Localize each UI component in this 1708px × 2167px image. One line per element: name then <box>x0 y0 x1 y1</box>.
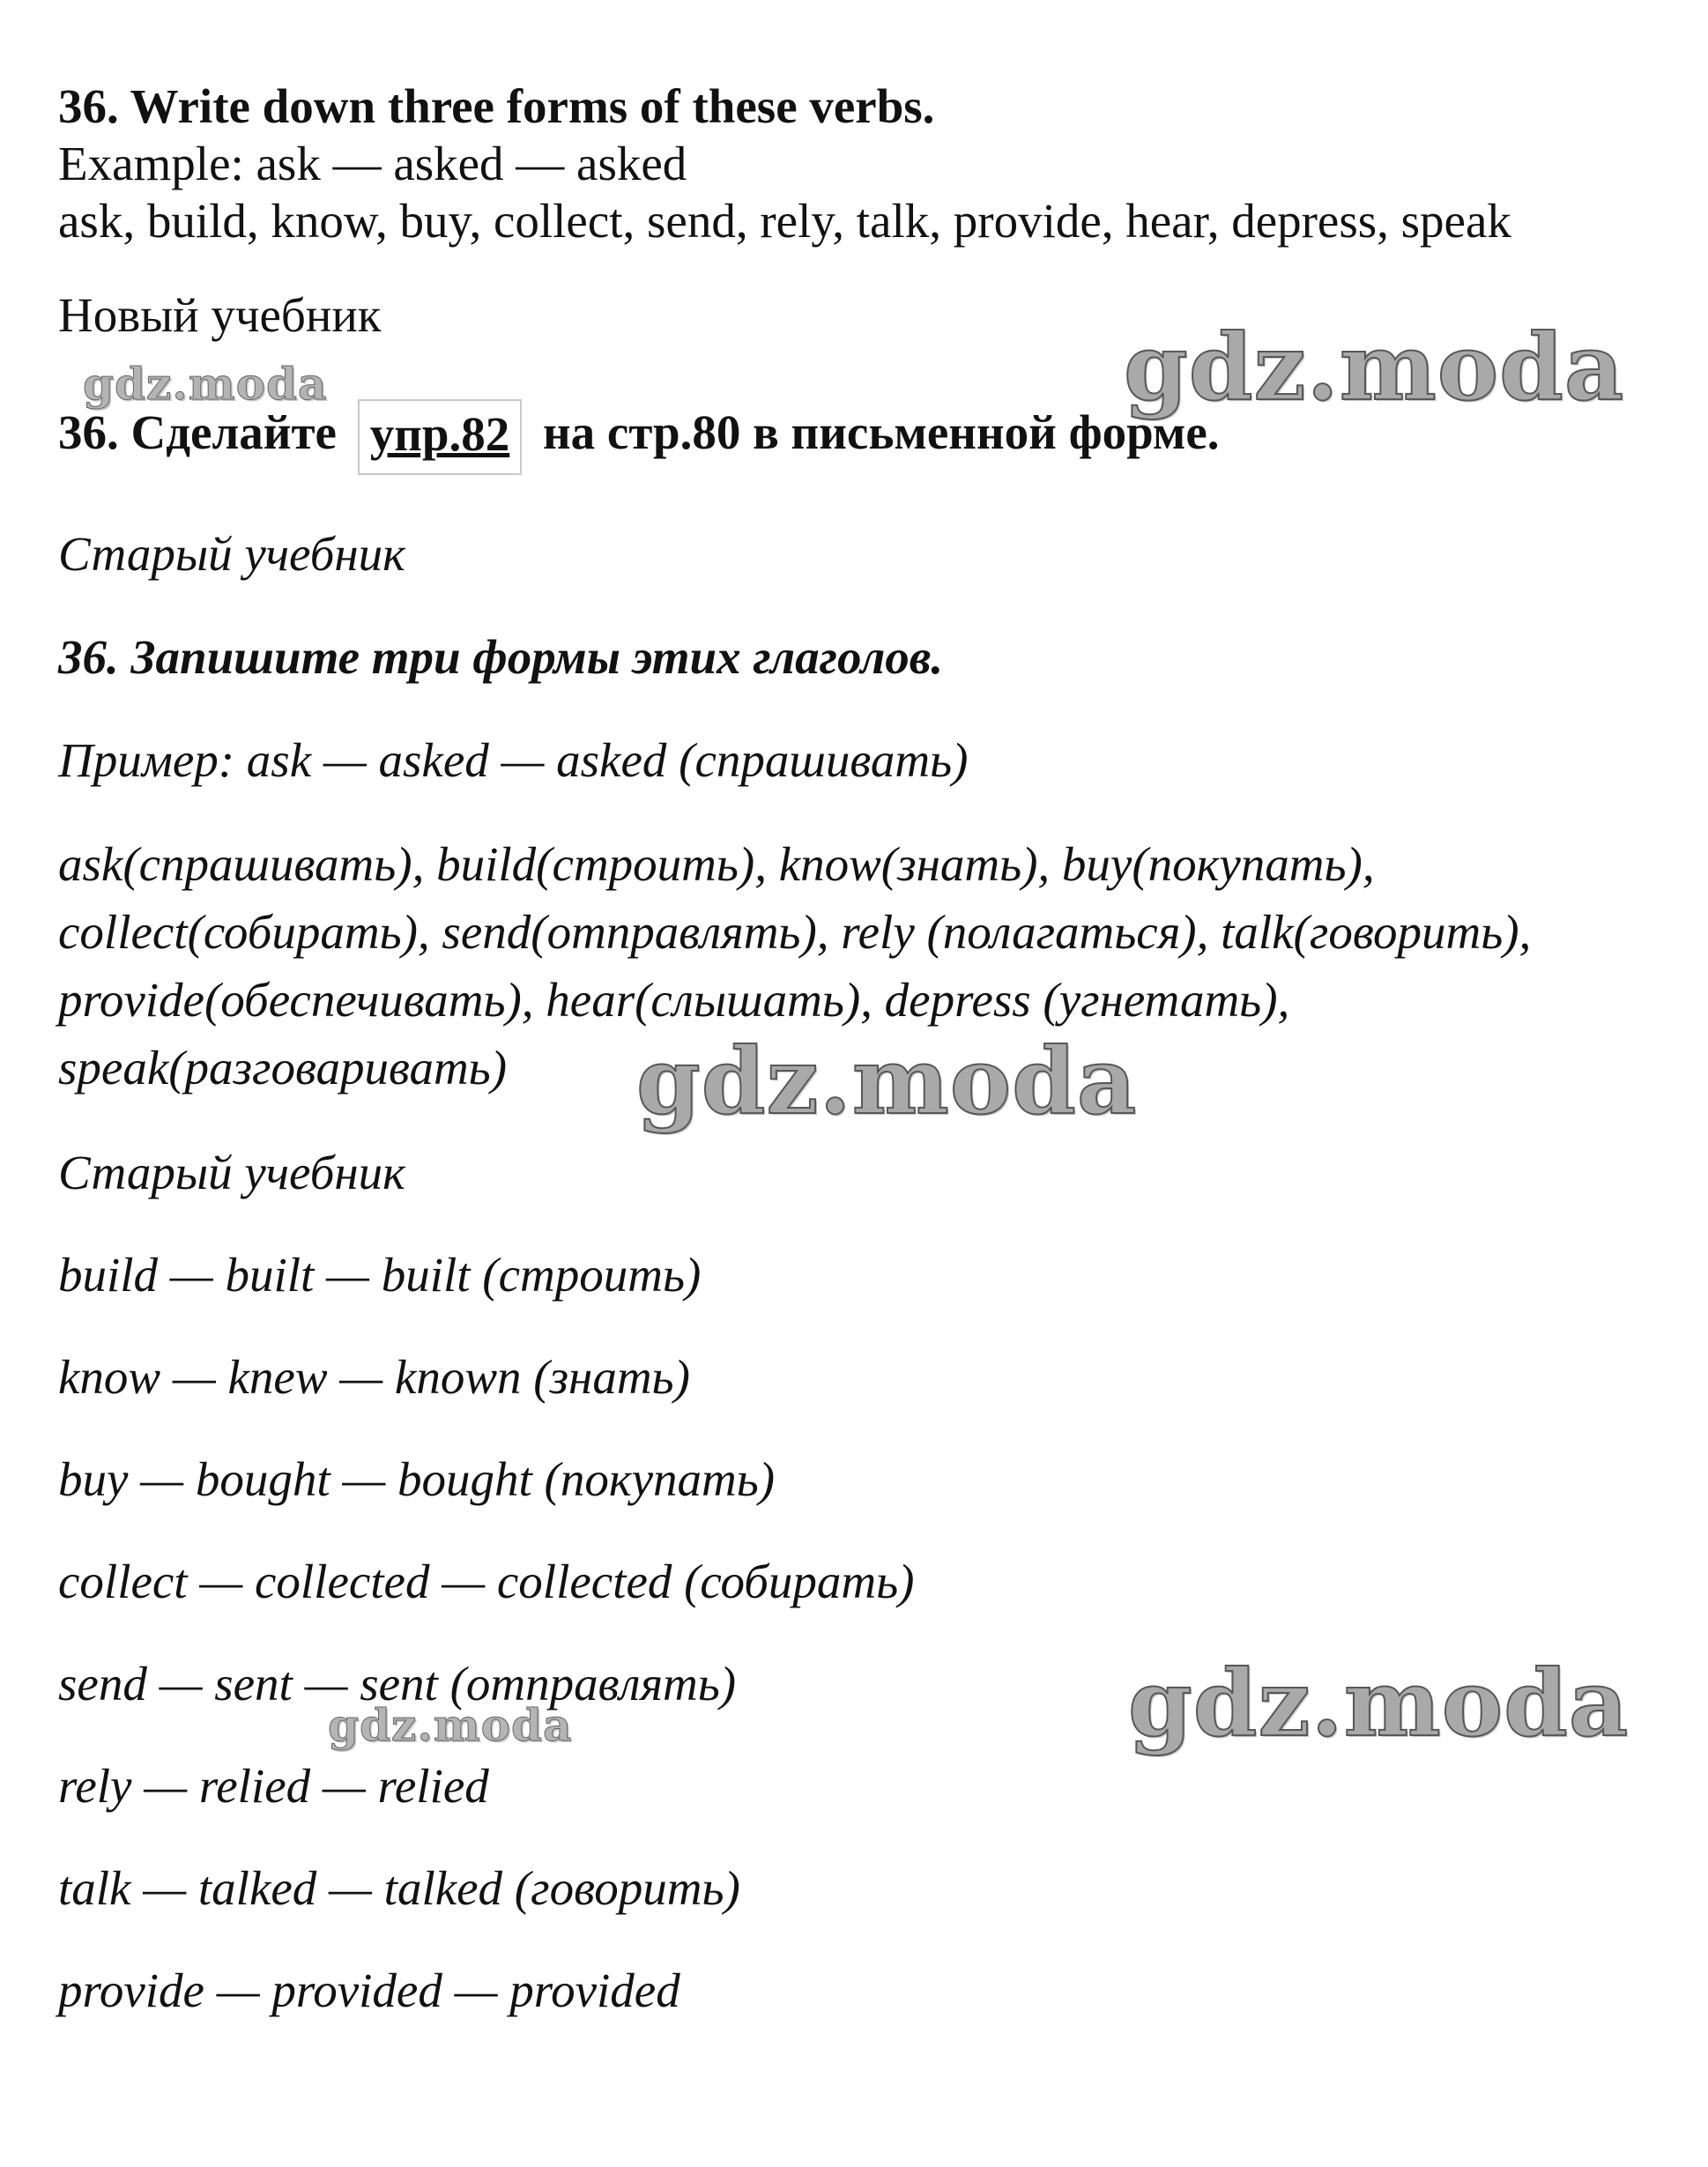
watermark: gdz.moda <box>1124 313 1625 421</box>
answer-line: build — built — built (строить) <box>58 1248 702 1302</box>
task-suffix: на стр.80 в письменной форме. <box>542 405 1220 459</box>
answer-line: collect — collected — collected (собирать) <box>58 1555 915 1608</box>
answer-line: talk — talked — talked (говорить) <box>58 1861 740 1915</box>
watermark: gdz.moda <box>1128 1649 1630 1757</box>
translation-example: Пример: ask — asked — asked (спрашивать) <box>58 733 969 787</box>
exercise-ref-link-box[interactable] <box>358 399 523 475</box>
exercise-verbs: ask, build, know, buy, collect, send, rely, talk, provide, hear, depress, speak <box>58 194 1511 248</box>
exercise-ref-link[interactable]: упр.82 <box>369 407 510 462</box>
answer-line: send — sent — sent (отправлять) <box>58 1657 737 1711</box>
translation-verbs-line: ask(спрашивать), build(строить), know(знать), buy(покупать), <box>58 837 1375 891</box>
translation-verbs-line: collect(собирать), send(отправлять), rely (полагаться), talk(говорить), <box>58 905 1532 959</box>
old-textbook-label-2: Старый учебник <box>58 1146 405 1199</box>
watermark: gdz.moda <box>328 1699 573 1751</box>
answer-line: know — knew — known (знать) <box>58 1350 690 1404</box>
translation-verbs-line: speak(разговаривать) <box>58 1041 508 1095</box>
task-prefix: 36. Сделайте <box>58 405 337 459</box>
watermark: gdz.moda <box>83 358 328 410</box>
answer-line: provide — provided — provided <box>58 1963 680 2017</box>
watermark: gdz.moda <box>636 1027 1138 1135</box>
answer-line: rely — relied — relied <box>58 1759 489 1813</box>
old-textbook-label-1: Старый учебник <box>58 527 405 581</box>
translation-heading: 36. Запишите три формы этих глаголов. <box>58 630 944 684</box>
translation-verbs-line: provide(обеспечивать), hear(слышать), depress (угнетать), <box>58 973 1290 1027</box>
new-textbook-label: Новый учебник <box>58 288 382 342</box>
answer-line: buy — bought — bought (покупать) <box>58 1452 776 1506</box>
exercise-example: Example: ask — asked — asked <box>58 137 687 190</box>
exercise-heading: 36. Write down three forms of these verbs. <box>58 79 935 133</box>
